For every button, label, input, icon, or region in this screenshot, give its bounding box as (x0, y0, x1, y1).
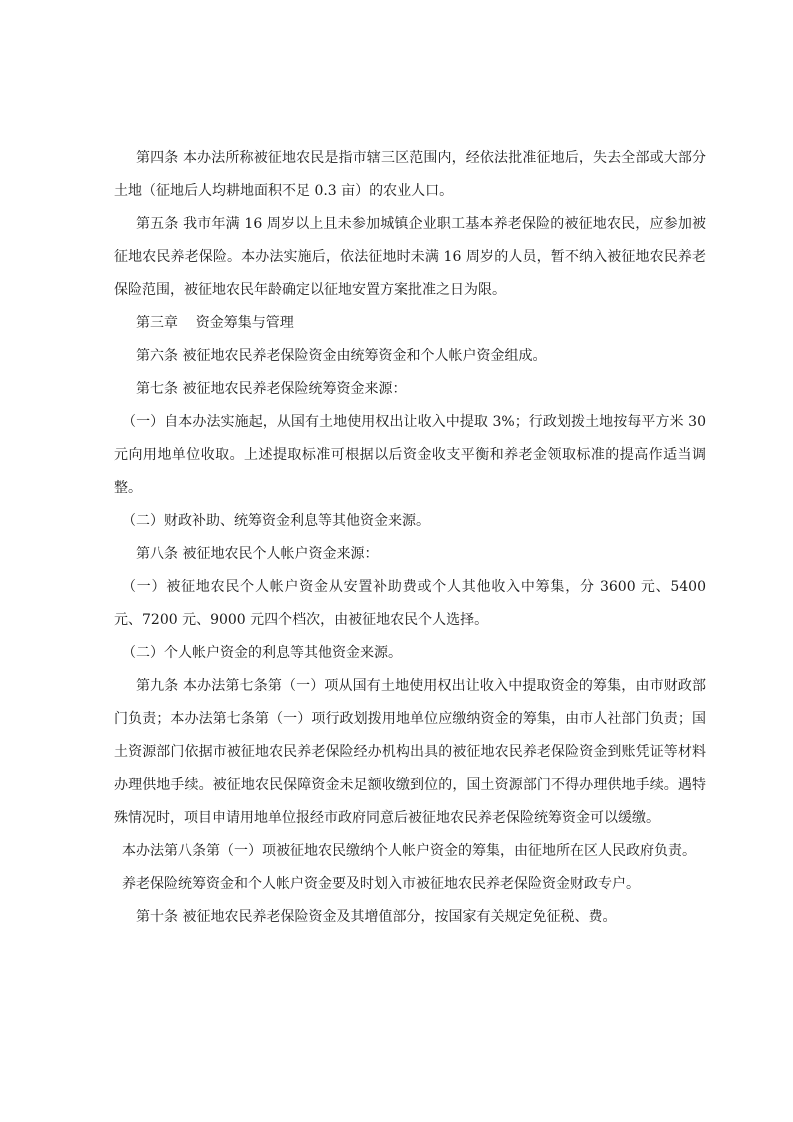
article-7-paragraph: 第七条 被征地农民养老保险统筹资金来源： (136, 381, 407, 397)
article-8-paragraph: 第八条 被征地农民个人帐户资金来源： (136, 546, 379, 562)
article-5-paragraph: 第五条 我市年满 16 周岁以上且未参加城镇企业职工基本养老保险的被征地农民，应参加被征地农民养老保险。本办法实施后，依法征地时未满 16 周岁的人员，暂不纳入被征地农民养老保险范围，被征地农民年龄确定以征地安置方案批准之日为限。 (114, 216, 706, 298)
document-body (114, 142, 706, 934)
article-9-paragraph: 第九条 本办法第七条第（一）项从国有土地使用权出让收入中提取资金的筹集，由市财政部门负责；本办法第七条第（一）项行政划拨用地单位应缴纳资金的筹集，由市人社部门负责；国土资源部门依据市被征地农民养老保险经办机构出具的被征地农民养老保险资金到账凭证等材料办理供地手续。被征地农民保障资金未足额收缴到位的，国土资源部门不得办理供地手续。遇特殊情况时，项目申请用地单位报经市政府同意后被征地农民养老保险统筹资金可以缓缴。 (114, 678, 706, 826)
chapter-3-heading: 第三章 资金筹集与管理 (136, 315, 294, 331)
article-8-item-1: （一）被征地农民个人帐户资金从安置补助费或个人其他收入中筹集，分 3600 元、5400 元、7200 元、9000 元四个档次，由被征地农民个人选择。 (114, 579, 706, 628)
article-10-paragraph: 第十条 被征地农民养老保险资金及其增值部分，按国家有关规定免征税、费。 (136, 909, 617, 925)
article-9-continuation-2: 养老保险统筹资金和个人帐户资金要及时划入市被征地农民养老保险资金财政专户。 (122, 876, 640, 892)
article-4-paragraph: 第四条 本办法所称被征地农民是指市辖三区范围内，经依法批准征地后，失去全部或大部分土地（征地后人均耕地面积不足 0.3 亩）的农业人口。 (114, 150, 706, 199)
article-8-item-2: （二）个人帐户资金的利息等其他资金来源。 (122, 645, 402, 661)
article-7-item-2: （二）财政补助、统筹资金利息等其他资金来源。 (122, 513, 430, 529)
article-6-paragraph: 第六条 被征地农民养老保险资金由统筹资金和个人帐户资金组成。 (136, 348, 547, 364)
article-9-continuation-1: 本办法第八条第（一）项被征地农民缴纳个人帐户资金的筹集，由征地所在区人民政府负责。 (122, 843, 696, 859)
article-7-item-1: （一）自本办法实施起，从国有土地使用权出让收入中提取 3%；行政划拨土地按每平方米 30 元向用地单位收取。上述提取标准可根据以后资金收支平衡和养老金领取标准的提高作适当调整。 (114, 414, 706, 496)
